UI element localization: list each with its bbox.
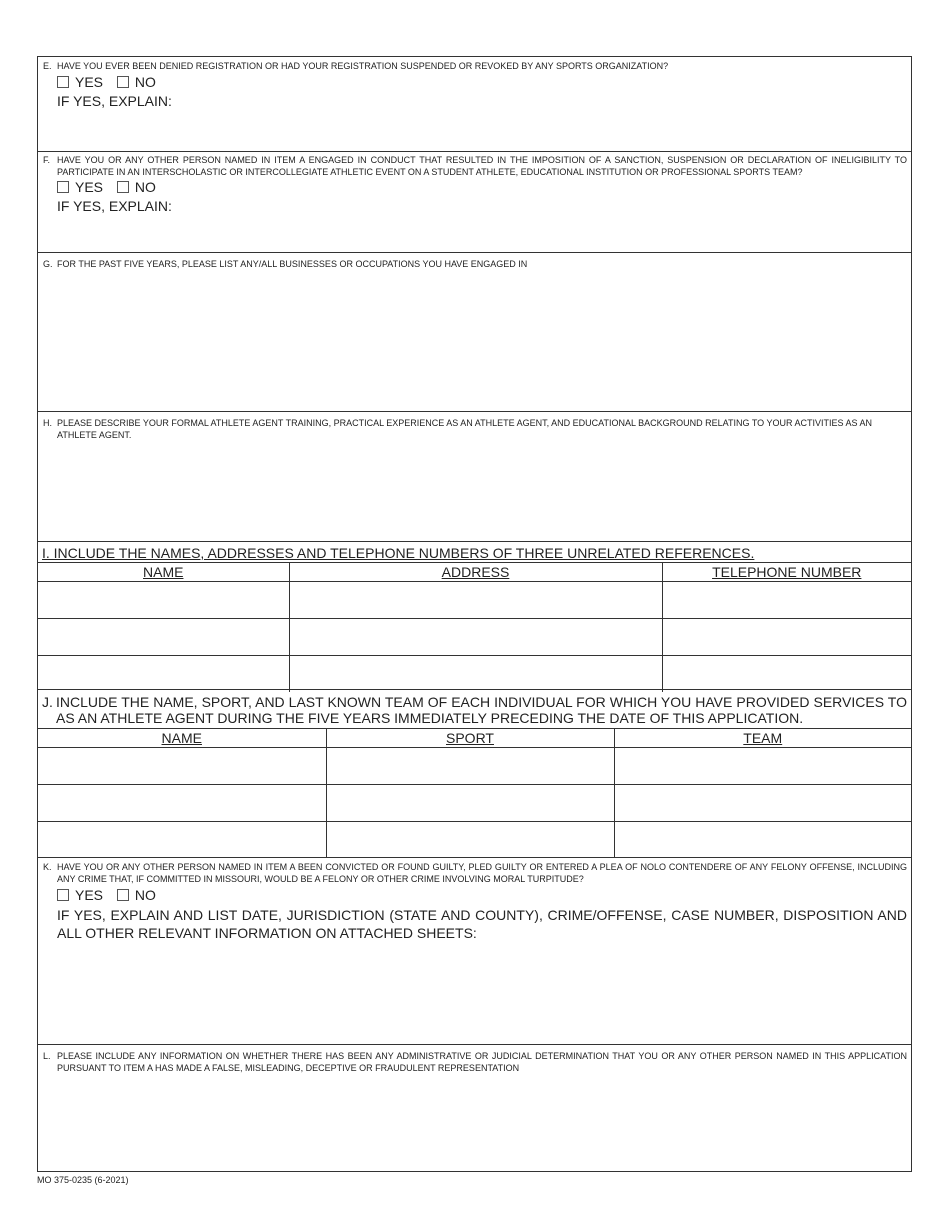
reference-name-cell[interactable] [38,582,289,619]
question-g [43,258,907,270]
table-row [38,748,911,785]
client-name-cell[interactable] [38,748,326,785]
client-sport-cell[interactable] [326,785,614,822]
client-name-cell[interactable] [38,822,326,859]
table-header-row [38,563,911,582]
yes-label: YES [75,74,104,90]
question-letter: L. [43,1051,51,1061]
question-letter: F. [43,155,51,165]
clients-table [38,728,911,858]
question-text: PLEASE DESCRIBE YOUR FORMAL ATHLETE AGENT TRAINING, PRACTICAL EXPERIENCE AS AN ATHLETE AGENT, AND EDUCATIONAL BACKGROUND RELATING TO YOUR ACTIVITIES AS AN ATHLETE AGENT. [57,418,873,440]
question-text: HAVE YOU EVER BEEN DENIED REGISTRATION OR HAD YOUR REGISTRATION SUSPENDED OR REVOKED BY ANY SPORTS ORGANIZATION? [57,61,669,71]
table-row [38,785,911,822]
no-checkbox[interactable] [117,889,129,901]
client-team-cell[interactable] [614,785,911,822]
no-label: NO [134,74,156,90]
reference-name-cell[interactable] [38,619,289,656]
question-h [43,417,907,441]
table-row [38,619,911,656]
question-letter: K. [43,862,52,872]
question-k [43,861,907,885]
section-k [38,857,911,1044]
reference-telephone-cell[interactable] [662,582,911,619]
question-text: HAVE YOU OR ANY OTHER PERSON NAMED IN ITEM A BEEN CONVICTED OR FOUND GUILTY, PLED GUILTY OR ENTERED A PLEA OF NOLO CONTENDERE OF ANY FELONY OFFENSE, INCLUDING ANY CRIME THAT, IF COMMITTED IN MISSOURI, WOULD BE A FELONY OR OTHER CRIME INVOLVING MORAL TURPITUDE? [57,862,907,884]
question-j [42,694,907,726]
question-text: PLEASE INCLUDE ANY INFORMATION ON WHETHER THERE HAS BEEN ANY ADMINISTRATIVE OR JUDICIAL DETERMINATION THAT YOU OR ANY OTHER PERSON NAMED IN THIS APPLICATION PURSUANT TO ITEM A HAS MADE A FALSE, MISLEADING, DECEPTIVE OR FRAUDULENT REPRESENTATION [57,1051,907,1073]
explain-label: IF YES, EXPLAIN: [57,198,172,214]
question-letter: H. [43,418,52,428]
references-table [38,562,911,692]
section-g[interactable] [38,252,911,411]
reference-telephone-cell[interactable] [662,619,911,656]
form-number: MO 375-0235 (6-2021) [37,1175,129,1185]
yes-no-group [57,887,166,903]
yes-checkbox[interactable] [57,76,69,88]
section-f [38,151,911,252]
yes-no-group [57,74,166,90]
section-j [38,689,911,857]
question-letter: G. [43,259,53,269]
client-sport-cell[interactable] [326,748,614,785]
yes-label: YES [75,179,104,195]
client-name-cell[interactable] [38,785,326,822]
no-label: NO [134,179,156,195]
question-text: HAVE YOU OR ANY OTHER PERSON NAMED IN ITEM A ENGAGED IN CONDUCT THAT RESULTED IN THE IMPOSITION OF A SANCTION, SUSPENSION OR DECLARATION OF INELIGIBILITY TO PARTICIPATE IN AN INTERSCHOLASTIC OR INTERCOLLEGIATE ATHLETIC EVENT ON A STUDENT ATHLETE, EDUCATIONAL INSTITUTION OR PROFESSIONAL SPORTS TEAM? [57,155,907,177]
no-checkbox[interactable] [117,76,129,88]
question-letter: E. [43,61,52,71]
question-f [43,154,907,178]
no-label: NO [134,887,156,903]
question-text: FOR THE PAST FIVE YEARS, PLEASE LIST ANY/ALL BUSINESSES OR OCCUPATIONS YOU HAVE ENGAGED IN [57,259,528,269]
client-team-cell[interactable] [614,748,911,785]
client-team-cell[interactable] [614,822,911,859]
section-l[interactable] [38,1044,911,1173]
question-e [43,60,907,72]
column-header-telephone: TELEPHONE NUMBER [662,563,911,582]
column-header-name: NAME [38,563,289,582]
yes-checkbox[interactable] [57,181,69,193]
column-header-sport: SPORT [326,729,614,748]
reference-address-cell[interactable] [289,656,662,693]
column-header-address: ADDRESS [289,563,662,582]
no-checkbox[interactable] [117,181,129,193]
column-header-name: NAME [38,729,326,748]
section-e [38,57,911,151]
table-header-row [38,729,911,748]
table-row [38,656,911,693]
reference-name-cell[interactable] [38,656,289,693]
table-row [38,582,911,619]
explain-label: IF YES, EXPLAIN AND LIST DATE, JURISDICTION (STATE AND COUNTY), CRIME/OFFENSE, CASE NUMBER, DISPOSITION AND ALL OTHER RELEVANT INFORMATION ON ATTACHED SHEETS: [57,907,907,941]
yes-checkbox[interactable] [57,889,69,901]
column-header-team: TEAM [614,729,911,748]
question-l [43,1050,907,1074]
yes-no-group [57,179,166,195]
reference-address-cell[interactable] [289,582,662,619]
section-i [38,541,911,689]
reference-telephone-cell[interactable] [662,656,911,693]
client-sport-cell[interactable] [326,822,614,859]
table-row [38,822,911,859]
yes-label: YES [75,887,104,903]
application-form [37,56,912,1172]
question-text: INCLUDE THE NAME, SPORT, AND LAST KNOWN TEAM OF EACH INDIVIDUAL FOR WHICH YOU HAVE PROVIDED SERVICES TO AS AN ATHLETE AGENT DURING THE FIVE YEARS IMMEDIATELY PRECEDING THE DATE OF THIS APPLICATION. [56,694,907,726]
reference-address-cell[interactable] [289,619,662,656]
question-i: I. INCLUDE THE NAMES, ADDRESSES AND TELEPHONE NUMBERS OF THREE UNRELATED REFERENCES. [42,545,755,561]
question-letter: J. [42,694,53,710]
section-h[interactable] [38,411,911,541]
explain-label: IF YES, EXPLAIN: [57,93,172,109]
